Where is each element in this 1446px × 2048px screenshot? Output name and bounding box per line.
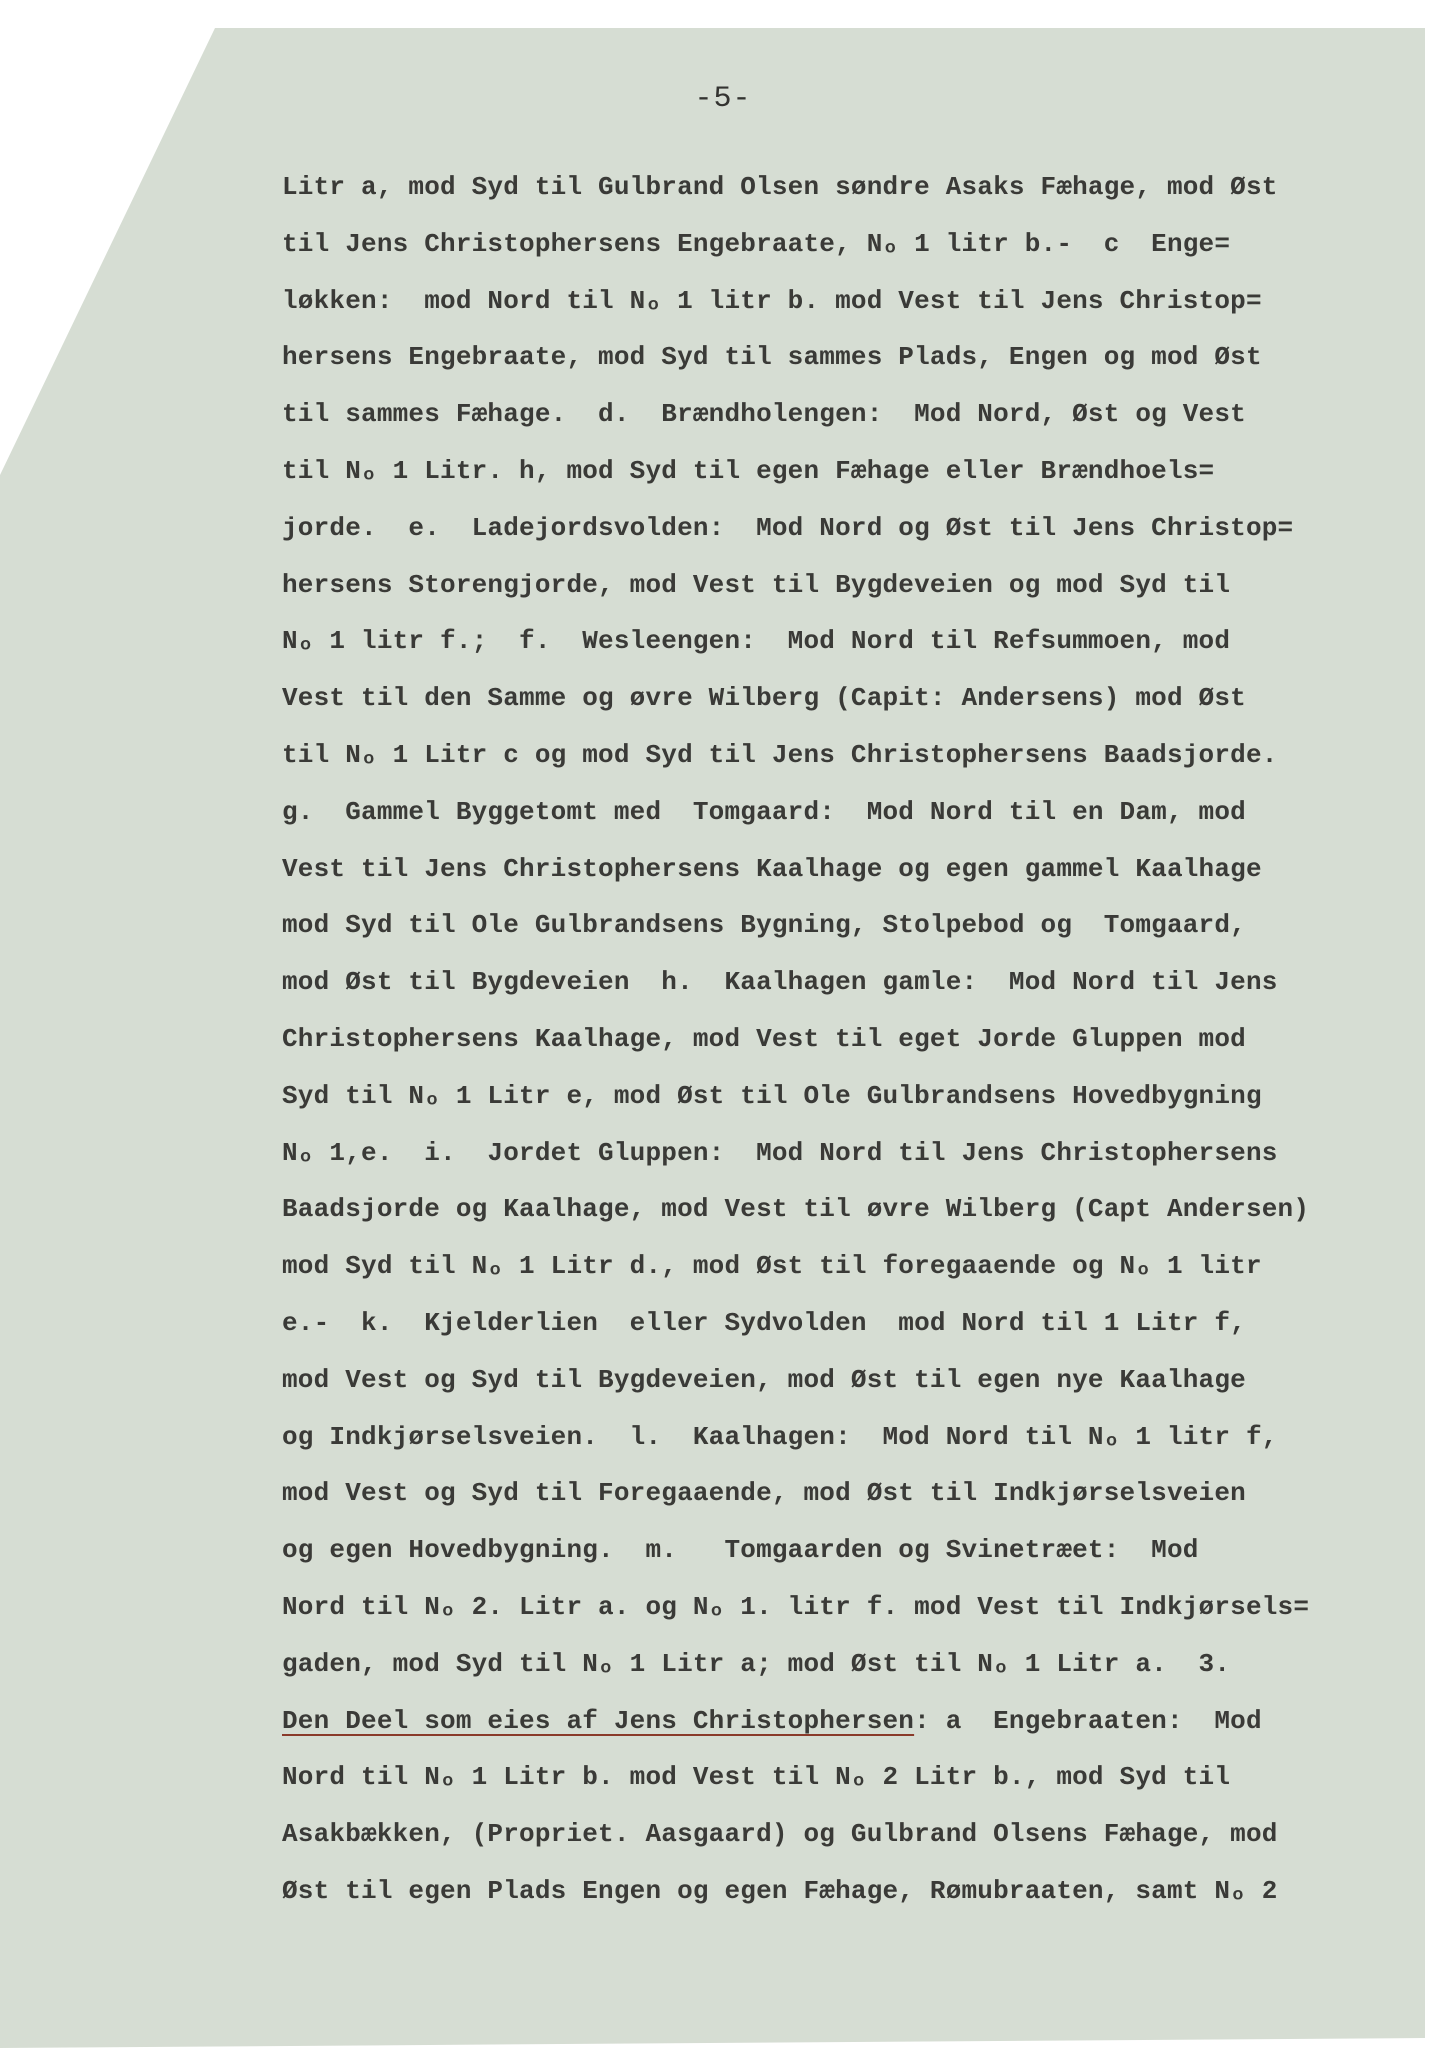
text-line: Baadsjorde og Kaalhage, mod Vest til øvre Wilberg (Capt Andersen) <box>282 1194 1310 1225</box>
section-heading-line <box>282 1693 1442 1750</box>
text-line: mod Vest og Syd til Foregaaende, mod Øst til Indkjørselsveien <box>282 1478 1246 1509</box>
text-line: mod Syd til Ole Gulbrandsens Bygning, Stolpebod og Tomgaard, <box>282 910 1246 941</box>
text-line: og Indkjørselsveien. l. Kaalhagen: Mod Nord til Nₒ 1 litr f, <box>282 1421 1278 1452</box>
text-line: til Jens Christophersens Engebraate, Nₒ 1 litr b.- c Enge= <box>282 228 1231 259</box>
text-line: til sammes Fæhage. d. Brændholengen: Mod Nord, Øst og Vest <box>282 399 1246 430</box>
typed-text-body <box>282 159 1442 1920</box>
page-number: -5- <box>694 82 752 116</box>
text-line: mod Øst til Bygdeveien h. Kaalhagen gamle: Mod Nord til Jens <box>282 967 1278 998</box>
text-line: til Nₒ 1 Litr c og mod Syd til Jens Christophersens Baadsjorde. <box>282 739 1278 770</box>
text-line: e.- k. Kjelderlien eller Sydvolden mod Nord til 1 Litr f, <box>282 1307 1246 1338</box>
text-line: Vest til Jens Christophersens Kaalhage og egen gammel Kaalhage <box>282 853 1262 884</box>
text-line: Asakbækken, (Propriet. Aasgaard) og Gulbrand Olsens Fæhage, mod <box>282 1819 1278 1850</box>
text-line: mod Syd til Nₒ 1 Litr d., mod Øst til foregaaende og Nₒ 1 litr <box>282 1251 1262 1282</box>
text-line: løkken: mod Nord til Nₒ 1 litr b. mod Vest til Jens Christop= <box>282 285 1262 316</box>
text-line: og egen Hovedbygning. m. Tomgaarden og Svinetræet: Mod <box>282 1535 1199 1566</box>
text-line: hersens Engebraate, mod Syd til sammes Plads, Engen og mod Øst <box>282 342 1262 373</box>
text-line: Syd til Nₒ 1 Litr e, mod Øst til Ole Gulbrandsens Hovedbygning <box>282 1080 1262 1111</box>
heading-continuation: : a Engebraaten: Mod <box>914 1705 1262 1736</box>
text-line: Litr a, mod Syd til Gulbrand Olsen søndre Asaks Fæhage, mod Øst <box>282 172 1278 202</box>
text-line: jorde. e. Ladejordsvolden: Mod Nord og Øst til Jens Christop= <box>282 512 1294 543</box>
text-line: Øst til egen Plads Engen og egen Fæhage, Rømubraaten, samt Nₒ 2 <box>282 1875 1278 1906</box>
text-line: Nₒ 1 litr f.; f. Wesleengen: Mod Nord til Refsummoen, mod <box>282 626 1231 657</box>
text-line: g. Gammel Byggetomt med Tomgaard: Mod Nord til en Dam, mod <box>282 796 1246 827</box>
text-line: Nord til Nₒ 1 Litr b. mod Vest til Nₒ 2 Litr b., mod Syd til <box>282 1762 1231 1793</box>
text-line: Nₒ 1,e. i. Jordet Gluppen: Mod Nord til Jens Christophersens <box>282 1137 1278 1168</box>
text-line: Christophersens Kaalhage, mod Vest til eget Jorde Gluppen mod <box>282 1023 1246 1054</box>
text-line: Vest til den Samme og øvre Wilberg (Capit: Andersens) mod Øst <box>282 683 1246 714</box>
underlined-heading: Den Deel som eies af Jens Christophersen <box>282 1705 915 1736</box>
text-line: hersens Storengjorde, mod Vest til Bygdeveien og mod Syd til <box>282 569 1231 600</box>
text-line: mod Vest og Syd til Bygdeveien, mod Øst til egen nye Kaalhage <box>282 1364 1246 1395</box>
text-line: til Nₒ 1 Litr. h, mod Syd til egen Fæhage eller Brændhoels= <box>282 455 1215 486</box>
text-line: gaden, mod Syd til Nₒ 1 Litr a; mod Øst til Nₒ 1 Litr a. 3. <box>282 1648 1231 1679</box>
text-line: Nord til Nₒ 2. Litr a. og Nₒ 1. litr f. mod Vest til Indkjørsels= <box>282 1591 1310 1622</box>
